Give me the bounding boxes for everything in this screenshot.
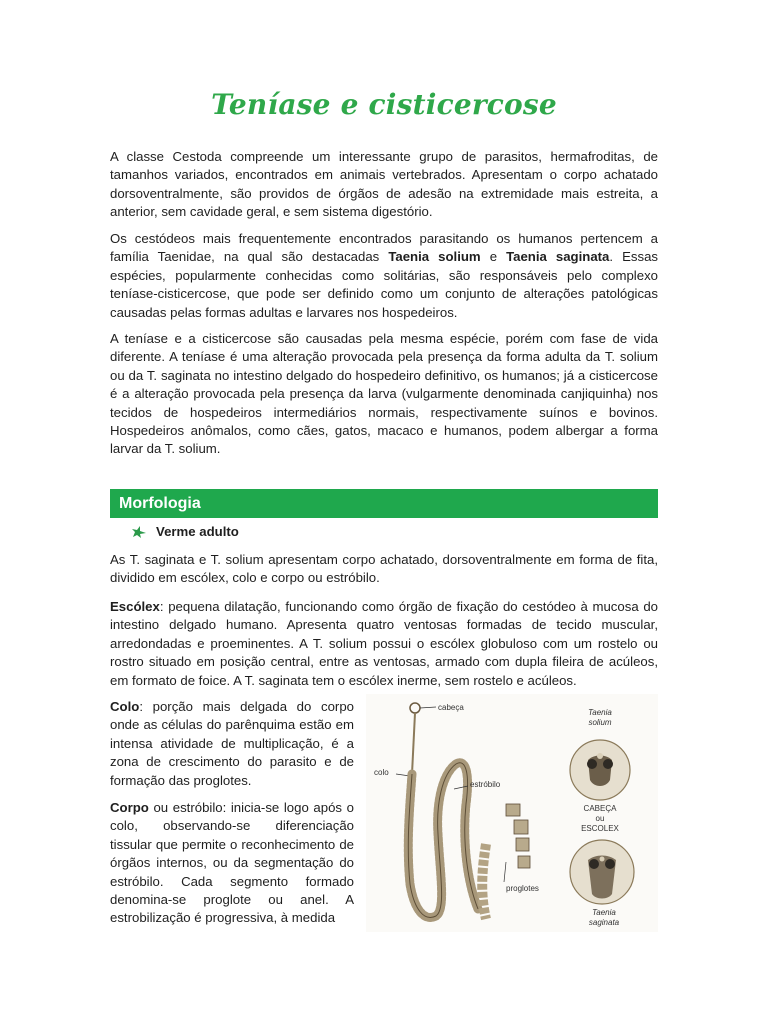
term-escolex: Escólex: [110, 599, 160, 614]
figure-label-cabeca-escolex-3: ESCOLEX: [581, 824, 619, 833]
tapeworm-drawing: [366, 694, 658, 932]
section-heading-morfologia: Morfologia: [110, 489, 658, 518]
figure-label-taenia-saginata-genus: Taenia: [592, 908, 616, 917]
paragraph-corpo-achatado: As T. saginata e T. solium apresentam corpo achatado, dorsoventralmente em forma de fita, dividido em escólex, colo e corpo ou estróbilo.: [110, 552, 658, 586]
figure-label-colo: colo: [374, 768, 389, 777]
paragraph-escolex: [110, 598, 658, 690]
text-run: e: [480, 249, 507, 265]
species-taenia-saginata: Taenia saginata: [506, 249, 610, 265]
term-corpo: Corpo: [110, 800, 149, 815]
paragraph-taenidae: [110, 230, 658, 322]
figure-label-cabeca: cabeça: [438, 703, 464, 712]
figure-label-cabeca-escolex-2: ou: [595, 814, 605, 823]
figure-label-taenia-solium-species: solium: [588, 718, 612, 727]
species-taenia-solium: Taenia solium: [388, 249, 481, 265]
paragraph-teniase-cisticercose: A teníase e a cisticercose são causadas pela mesma espécie, porém com fase de vida diferente. A teníase é uma alteração provocada pela presença da forma adulta da T. solium ou da T. saginata no intestino delgado do hospedeiro definitivo, os humanos; já a cisticercose é a alteração provocada pela presença da larva (vulgarmente denominada canjiquinha) nos tecidos de hospedeiros intermediários normais, respectivamente suínos e bovinos. Hospedeiros anômalos, como cães, gatos, macaco e humanos, podem albergar a forma larvar da T. solium.: [110, 331, 658, 457]
figure-label-estrobilo: estróbilo: [470, 780, 501, 789]
text-run: Os cestódeos mais frequentemente encontrados parasitando os humanos pertencem a família Taenidae, na qual são destacadas: [110, 231, 658, 265]
figure-label-taenia-solium-genus: Taenia: [588, 708, 612, 717]
paragraph-colo: [110, 698, 354, 790]
tapeworm-illustration: [366, 694, 658, 932]
subheading-verme-adulto: [131, 522, 239, 542]
figure-label-cabeca-escolex-1: CABEÇA: [583, 804, 617, 813]
text-run: ou estróbilo: inicia-se logo após o colo, observando-se diferenciação tissular que permite o reconhecimento de órgãos internos, ou da segmentação do estróbilo. Cada segmento formado denomina-se proglote ou anel. A estrobilização é progressiva, à medida: [110, 800, 354, 926]
text-run: . Essas espécies, popularmente conhecidas como solitárias, são responsáveis pelo complexo teníase-cisticercose, que pode ser definido como um conjunto de alterações patológicas causadas pelas formas adultas e larvares nos hospedeiros.: [110, 249, 659, 320]
term-colo: Colo: [110, 699, 140, 714]
paragraph-intro: A classe Cestoda compreende um interessante grupo de parasitos, hermafroditas, de tamanhos variados, encontrados em animais vertebrados. Apresentam o corpo achatado dorsoventralmente, são providos de órgãos de adesão na extremidade mais estreita, a anterior, sem cavidade geral, e sem sistema digestório.: [110, 149, 658, 220]
text-run: : pequena dilatação, funcionando como órgão de fixação do cestódeo à mucosa do intestino delgado humano. Apresenta quatro ventosas formadas de tecido muscular, arredondadas e proeminentes. A T. solium possui o escólex globuloso com um rostelo ou rostro situado em posição central, entre as ventosas, armado com dupla fileira de acúleos, em formato de foice. A T. saginata tem o escólex inerme, sem rostelo e acúleos.: [110, 599, 658, 688]
subheading-label: Verme adulto: [156, 524, 239, 539]
page-title: Teníase e cisticercose: [211, 88, 557, 121]
figure-label-taenia-saginata-species: saginata: [588, 918, 620, 927]
figure-label-proglotes: proglotes: [506, 884, 539, 893]
paragraph-corpo: [110, 799, 354, 928]
green-star-arrow-icon: [131, 525, 147, 539]
text-run: : porção mais delgada do corpo onde as células do parênquima estão em intensa atividade de multiplicação, é a zona de crescimento do parasito e de formação das proglotes.: [110, 699, 354, 788]
